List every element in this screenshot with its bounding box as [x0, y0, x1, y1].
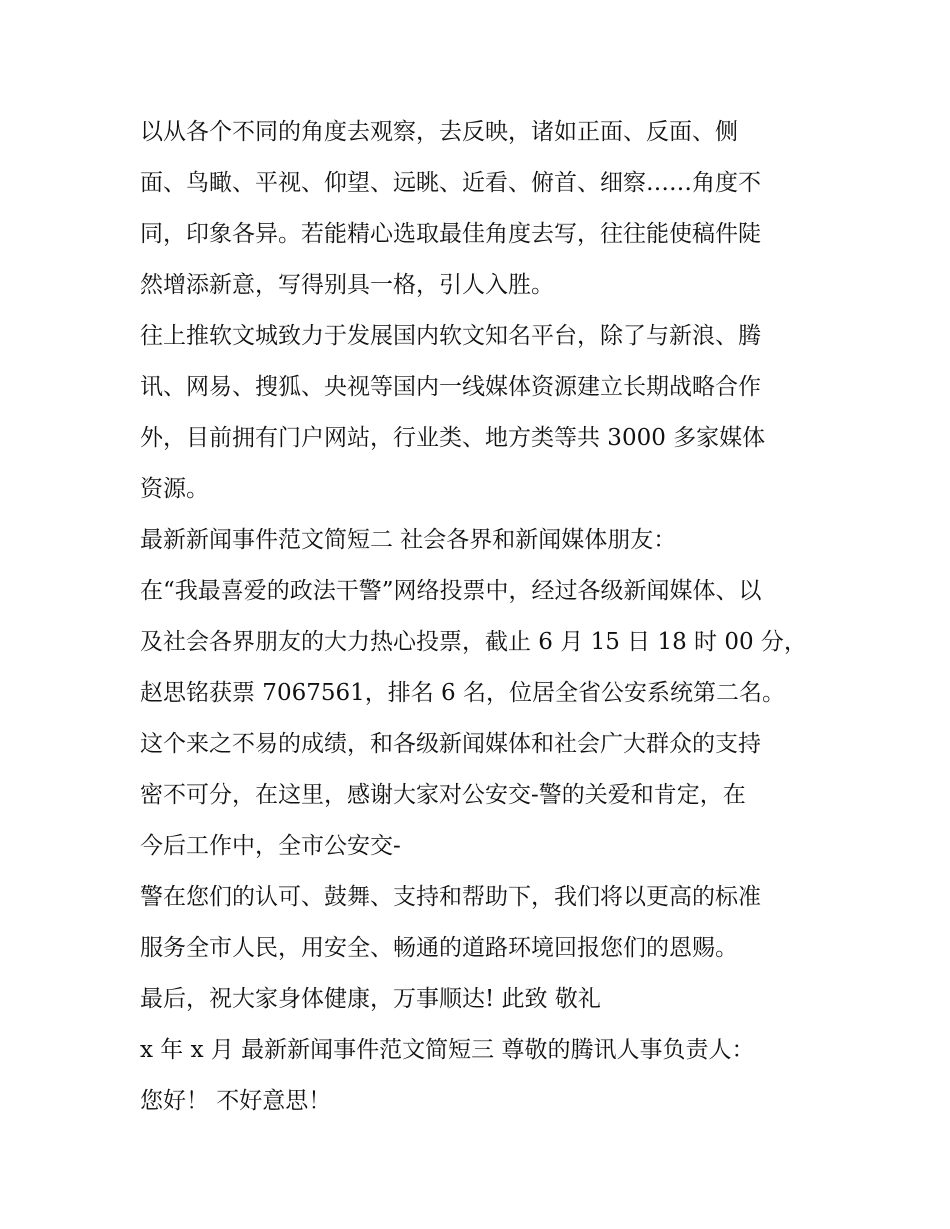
text-line: 今后工作中，全市公安交- [140, 833, 401, 859]
text-line: x 年 x 月 最新新闻事件范文简短三 尊敬的腾讯人事负责人： [140, 1037, 755, 1063]
text-line: 以从各个不同的角度去观察，去反映，诸如正面、反面、侧 [140, 119, 738, 145]
text-line: 在“我最喜爱的政法干警”网络投票中，经过各级新闻媒体、以 [140, 578, 762, 604]
text-line: 最新新闻事件范文简短二 社会各界和新闻媒体朋友： [140, 527, 677, 553]
text-line: 最后，祝大家身体健康，万事顺达! 此致 敬礼 [140, 986, 601, 1012]
text-line: 外，目前拥有门户网站，行业类、地方类等共 3000 多家媒体 [140, 425, 766, 451]
text-line: 警在您们的认可、鼓舞、支持和帮助下，我们将以更高的标准 [140, 884, 761, 910]
text-line: 您好！ 不好意思！ [140, 1088, 332, 1114]
text-line: 服务全市人民，用安全、畅通的道路环境回报您们的恩赐。 [140, 935, 738, 961]
text-line: 赵思铭获票 7067561，排名 6 名，位居全省公安系统第二名。 [140, 680, 785, 706]
text-line: 这个来之不易的成绩，和各级新闻媒体和社会广大群众的支持 [140, 731, 761, 757]
text-line: 密不可分，在这里，感谢大家对公安交-警的关爱和肯定，在 [140, 782, 746, 808]
text-line: 及社会各界朋友的大力热心投票，截止 6 月 15 日 18 时 00 分， [140, 629, 807, 655]
text-line: 然增添新意，写得别具一格，引人入胜。 [140, 272, 554, 298]
text-line: 同，印象各异。若能精心选取最佳角度去写，往往能使稿件陡 [140, 221, 761, 247]
document-body [140, 107, 830, 1127]
text-line: 讯、网易、搜狐、央视等国内一线媒体资源建立长期战略合作 [140, 374, 761, 400]
text-line: 资源。 [140, 476, 209, 502]
text-line: 往上推软文城致力于发展国内软文知名平台，除了与新浪、腾 [140, 323, 761, 349]
text-line: 面、鸟瞰、平视、仰望、远眺、近看、俯首、细察……角度不 [140, 170, 761, 196]
